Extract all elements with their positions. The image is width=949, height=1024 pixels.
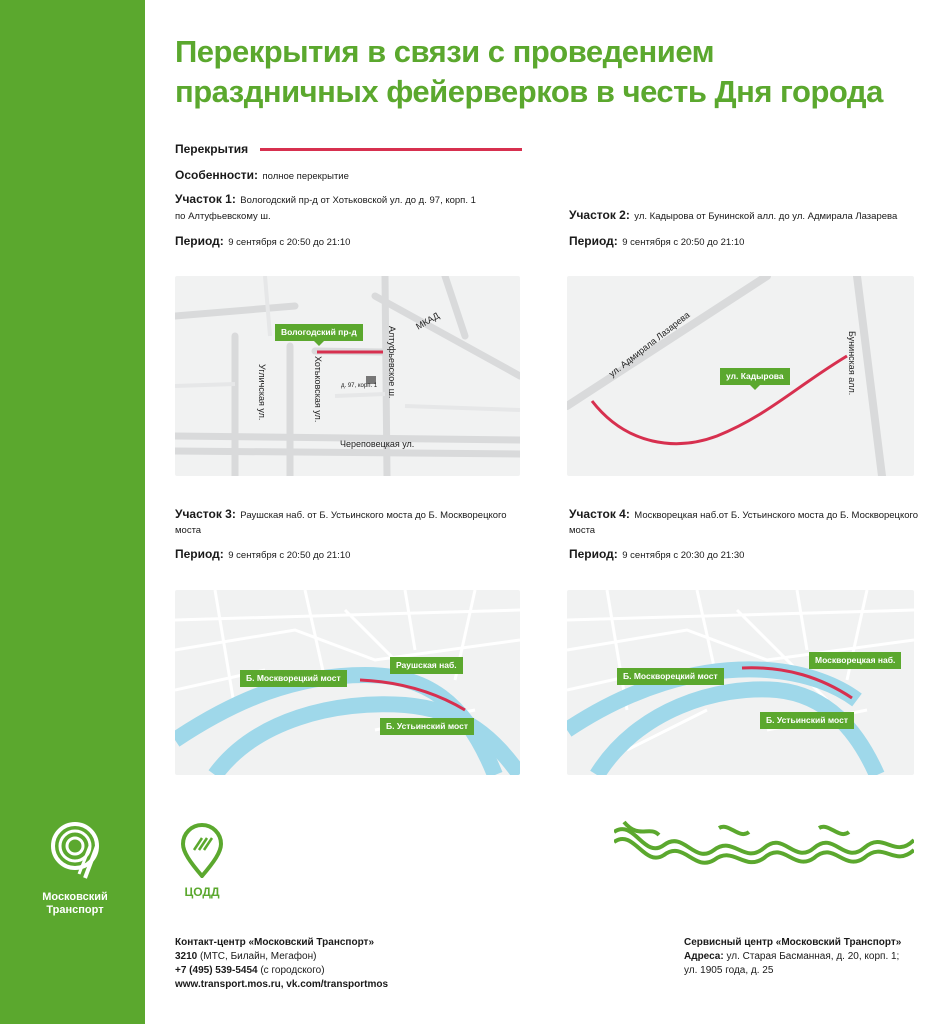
moscow-transport-name-line2: Транспорт	[46, 904, 104, 916]
service-center-title: Сервисный центр «Московский Транспорт»	[684, 937, 902, 948]
section4-tag-moskvoretsky-bridge: Б. Москворецкий мост	[617, 668, 724, 685]
section3-label: Участок 3:	[175, 507, 236, 521]
contact-websites[interactable]: www.transport.mos.ru, vk.com/transportmos	[175, 979, 389, 990]
street-hotkovskaya: Хотьковская ул.	[313, 356, 323, 423]
section4-label: Участок 4:	[569, 507, 630, 521]
street-uglichskaya: Угличская ул.	[257, 364, 267, 421]
moscow-transport-name-line1: Московский	[42, 891, 108, 903]
features-value: полное перекрытие	[262, 171, 349, 182]
section4-period	[569, 545, 744, 563]
service-address-2: ул. 1905 года, д. 25	[684, 965, 774, 976]
section4-desc	[569, 507, 929, 537]
section4-period-label: Период:	[569, 547, 618, 561]
service-address-label: Адреса:	[684, 951, 724, 962]
service-center-block	[684, 936, 901, 978]
section3-desc-line2: моста	[175, 525, 202, 536]
moscow-transport-logo	[30, 820, 120, 917]
section1-desc-line2: по Алтуфьевскому ш.	[175, 211, 271, 222]
section3-map	[175, 590, 520, 775]
section1-tag-vologodsky: Вологодский пр-д	[275, 324, 363, 341]
section1-map	[175, 276, 520, 476]
page-title-line2: праздничных фейерверков в честь Дня города	[175, 74, 883, 109]
section2-desc-line1: ул. Кадырова от Бунинской алл. до ул. Адмирала Лазарева	[634, 211, 898, 222]
contact-center-title: Контакт-центр «Московский Транспорт»	[175, 937, 375, 948]
contact-phone2-note: (с городского)	[257, 965, 325, 976]
section3-period-value: 9 сентября с 20:50 до 21:10	[228, 550, 351, 561]
street-cherepovetskaya: Череповецкая ул.	[340, 439, 415, 449]
section2-desc	[569, 206, 897, 224]
section4-tag-moskvoretskaya: Москворецкая наб.	[809, 652, 901, 669]
section2-period	[569, 232, 744, 250]
section4-map	[567, 590, 914, 775]
section4-tag-ustyinsky-bridge: Б. Устьинский мост	[760, 712, 854, 729]
section2-map	[567, 276, 914, 476]
section1-period-label: Период:	[175, 234, 224, 248]
sidebar-band	[0, 0, 145, 1024]
section1-period-value: 9 сентября с 20:50 до 21:10	[228, 237, 351, 248]
section4-desc-line1: Москворецкая наб.от Б. Устьинского моста до Б. Москворецкого	[634, 510, 919, 521]
moscow-transport-emblem-icon	[45, 820, 105, 882]
contact-phone2: +7 (495) 539-5454	[175, 965, 258, 976]
street-altufevskoe: Алтуфьевское ш.	[387, 326, 397, 399]
building-label: д. 97, корп. 1	[341, 383, 378, 389]
page-title-line1: Перекрытия в связи с проведением	[175, 34, 715, 69]
section1-desc	[175, 192, 515, 224]
service-address-1: ул. Старая Басманная, д. 20, корп. 1;	[723, 951, 900, 962]
codd-logo	[172, 822, 232, 899]
contact-phone1: 3210	[175, 951, 198, 962]
section1-label: Участок 1:	[175, 192, 236, 206]
street-mkad: МКАД	[414, 310, 441, 332]
section3-map-roads	[175, 590, 520, 775]
section3-tag-ustyinsky-bridge: Б. Устьинский мост	[380, 718, 474, 735]
features-label: Особенности:	[175, 168, 259, 182]
codd-pin-icon	[180, 822, 224, 878]
page-title	[175, 32, 935, 112]
contact-phone1-note: (МТС, Билайн, Мегафон)	[197, 951, 317, 962]
features-row	[175, 166, 349, 184]
decorative-wave-ornament	[614, 820, 914, 870]
legend-label: Перекрытия	[175, 142, 249, 156]
street-buninskaya: Бунинская алл.	[847, 331, 857, 396]
legend-closure-line	[260, 148, 522, 151]
section3-tag-moskvoretsky-bridge: Б. Москворецкий мост	[240, 670, 347, 687]
section4-desc-line2: моста	[569, 525, 596, 536]
section2-tag-kadyrova: ул. Кадырова	[720, 368, 790, 385]
section2-period-label: Период:	[569, 234, 618, 248]
codd-name: ЦОДД	[184, 885, 220, 899]
street-admirala-lazareva: ул. Адмирала Лазарева	[607, 309, 692, 379]
section3-period	[175, 545, 350, 563]
contact-center-block	[175, 936, 388, 992]
section3-period-label: Период:	[175, 547, 224, 561]
section2-period-value: 9 сентября с 20:50 до 21:10	[622, 237, 745, 248]
section3-desc	[175, 507, 525, 537]
section1-period	[175, 232, 350, 250]
section3-tag-raushskaya: Раушская наб.	[390, 657, 463, 674]
section3-desc-line1: Раушская наб. от Б. Устьинского моста до Б. Москворецкого	[240, 510, 507, 521]
section1-desc-line1: Вологодский пр-д от Хотьковской ул. до д. 97, корп. 1	[240, 195, 476, 206]
section2-label: Участок 2:	[569, 208, 630, 222]
section4-period-value: 9 сентября с 20:30 до 21:30	[622, 550, 745, 561]
